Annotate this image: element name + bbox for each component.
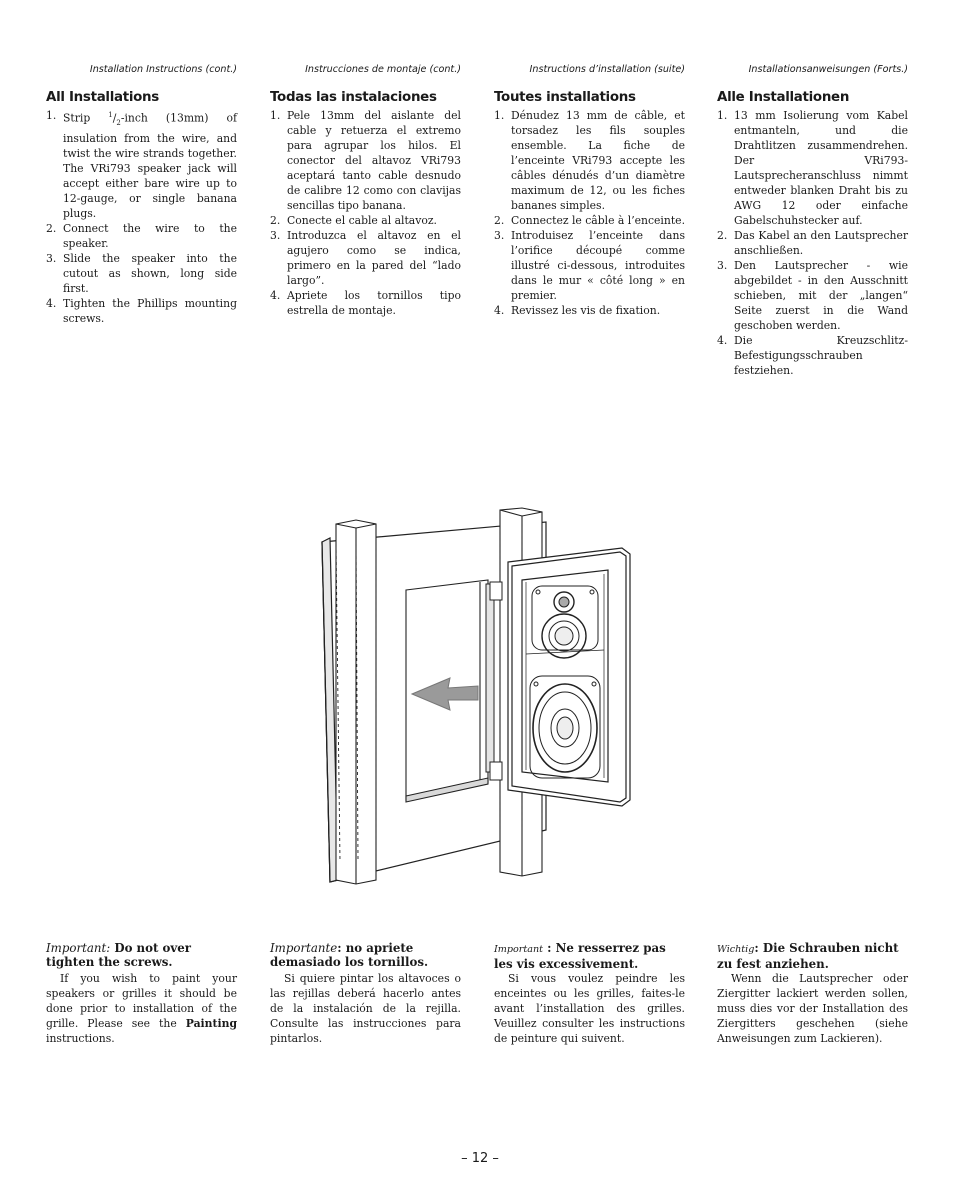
section-heading: Alle Installationen bbox=[717, 90, 850, 105]
speaker-frame bbox=[508, 548, 630, 806]
list-item: 2. Connect the wire to the speaker. bbox=[46, 221, 237, 250]
section-heading: Toutes installations bbox=[494, 90, 636, 105]
running-header: Instrucciones de montaje (cont.) bbox=[305, 64, 461, 75]
steps-list bbox=[494, 108, 685, 318]
list-item: 2. Connectez le câble à l’enceinte. bbox=[494, 214, 685, 227]
list-item: 4. Apriete los tornillos tipo estrella de montaje. bbox=[270, 289, 461, 317]
note-body: Wenn die Lautsprecher oder Ziergitter lackiert werden sollen, muss dies vor der Installation des Ziergitters geschehen (siehe Anweisungen zum Lackieren). bbox=[717, 972, 908, 1045]
list-item: 1. Dénudez 13 mm de câble, et torsadez les fils souples ensemble. La fiche de l’enceinte VRi793 accepte les câbles dénudés d’un diamètre maximum de 12, ou les fiches bananes simples. bbox=[494, 109, 685, 212]
list-item: 4. Die Kreuzschlitz-Befestigungsschrauben festziehen. bbox=[717, 334, 908, 377]
list-item: 3. Introduzca el altavoz en el agujero como se indica, primero en la pared del “lado largo”. bbox=[270, 229, 461, 287]
list-item: 3. Introduisez l’enceinte dans l’orifice découpé comme illustré ci-dessous, introduites dans le mur « côté long » en premier. bbox=[494, 229, 685, 302]
note-body: Si vous voulez peindre les enceintes ou les grilles, faites-le avant l’installation des grilles. Veuillez consulter les instructions de peinture qui suivent. bbox=[494, 972, 685, 1045]
list-item: 3. Slide the speaker into the cutout as shown, long side first. bbox=[46, 251, 237, 295]
section-heading: All Installations bbox=[46, 90, 159, 105]
list-item: 1. Pele 13mm del aislante del cable y retuerza el extremo para agrupar los hilos. El conector del altavoz VRi793 aceptará tanto cable desnudo de calibre 12 como con clavijas sencillas tipo banana. bbox=[270, 109, 461, 212]
page-number: – 12 – bbox=[461, 1151, 499, 1166]
list-item: 3. Den Lautsprecher - wie abgebildet - in den Ausschnitt schieben, mit der „langen“ Seite zuerst in die Wand geschoben werden. bbox=[717, 259, 908, 332]
important-note: Important: Do not over tighten the screws. bbox=[46, 941, 191, 969]
list-item: 1. 13 mm Isolierung vom Kabel entmanteln, und die Drahtlitzen zusammendrehen. Der VRi793-Lautsprecheranschluss nimmt entweder blanken Draht bis zu AWG 12 oder einfache Gabelschuhstecker auf. bbox=[717, 109, 908, 227]
running-header: Instructions d’installation (suite) bbox=[529, 64, 685, 75]
list-item: 2. Das Kabel an den Lautsprecher anschließen. bbox=[717, 229, 908, 257]
note-body: Si quiere pintar los altavoces o las rejillas deberá hacerlo antes de la instalación de la rejilla. Consulte las instrucciones para pintarlos. bbox=[270, 972, 461, 1045]
list-item: 4. Tighten the Phillips mounting screws. bbox=[46, 296, 237, 325]
note-body: If you wish to paint your speakers or grilles it should be done prior to installation of the grille. Please see the Painting instructions. bbox=[46, 972, 237, 1045]
steps-list bbox=[270, 108, 461, 318]
list-item: 4. Revissez les vis de fixation. bbox=[494, 304, 661, 317]
steps-list bbox=[717, 108, 908, 378]
installation-illustration bbox=[300, 500, 660, 890]
important-note: Wichtig: Die Schrauben nicht zu fest anziehen. bbox=[717, 941, 899, 971]
list-item: 2. Conecte el cable al altavoz. bbox=[270, 214, 437, 227]
steps-list bbox=[46, 108, 237, 326]
important-note: Important : Ne resserrez pas les vis excessivement. bbox=[494, 941, 666, 971]
running-header: Installationsanweisungen (Forts.) bbox=[748, 64, 908, 75]
important-note: Importante: no apriete demasiado los tornillos. bbox=[270, 941, 429, 969]
section-heading: Todas las instalaciones bbox=[270, 90, 437, 105]
list-item: 1. Strip $^1/_2$-inch (13mm) of insulation from the wire, and twist the wire strands together. The VRi793 speaker jack will accept either bare wire up to 12-gauge, or single banana plugs. bbox=[46, 109, 237, 220]
running-header: Installation Instructions (cont.) bbox=[89, 64, 237, 75]
